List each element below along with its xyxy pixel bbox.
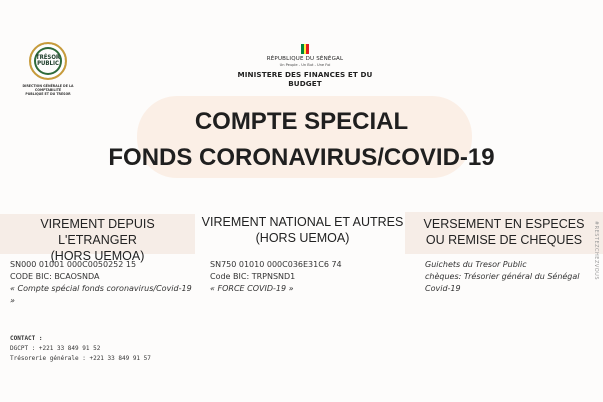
logo-text: TRÉSOR PUBLIC [35,54,61,67]
ministry-header [230,44,380,88]
column-cash-deposit-details [425,259,600,295]
title-line1: COMPTE SPECIAL [194,108,409,135]
tresor-logo-block [18,42,78,96]
contact-dgcpt: DGCPT : +221 33 849 91 52 [10,345,101,352]
col1-head-line1: VIREMENT DEPUIS L'ETRANGER [40,217,155,247]
contact-block [10,334,151,364]
col1-head-line2: (HORS UEMOA) [50,249,145,263]
col2-account-name: « FORCE COVID-19 » [210,284,294,293]
contact-label: CONTACT : [10,335,43,342]
col3-head-line2: OU REMISE DE CHEQUES [425,233,583,247]
hashtag-text: #RESTEZCHEZVOUS [593,220,599,280]
col3-cheques: chèques: Trésorier général du Sénégal Covid-19 [425,272,580,293]
col2-bic: Code BIC: TRPNSND1 [210,272,296,281]
column-national-transfer-details [210,259,400,295]
col1-bic: CODE BIC: BCAOSNDA [10,272,100,281]
col3-counters: Guichets du Tresor Public [425,260,527,269]
column-national-transfer-heading [200,214,405,246]
republic-name: RÉPUBLIQUE DU SÉNÉGAL [266,56,344,62]
col2-head-line1: VIREMENT NATIONAL ET AUTRES [201,215,404,229]
ministry-name: MINISTERE DES FINANCES ET DU BUDGET [237,70,373,88]
logo-caption [18,84,78,96]
column-foreign-transfer-details [10,259,195,307]
col3-head-line1: VERSEMENT EN ESPECES [423,217,585,231]
col1-account-name: « Compte spécial fonds coronavirus/Covid-19 » [10,284,192,305]
column-foreign-transfer-heading [0,214,195,263]
title-line2: FONDS CORONAVIRUS/COVID-19 [108,144,495,171]
national-motto: Un Peuple - Un But - Une Foi [279,63,331,67]
senegal-flag-icon [301,44,309,54]
col2-head-line2: (HORS UEMOA) [255,231,350,245]
logo-caption-line1: DIRECTION GÉNÉRALE DE LA COMPTABILITÉ [22,84,74,92]
col1-iban: SN000 01001 000C0050252 15 [10,260,137,269]
col2-iban: SN750 01010 000C036E31C6 74 [210,260,342,269]
flag-stripe-red [306,44,309,54]
contact-tresorerie: Trésorerie générale : +221 33 849 91 57 [10,355,151,362]
column-cash-deposit-heading [405,212,603,254]
logo-caption-line2: PUBLIQUE ET DU TRESOR [25,92,71,96]
tresor-public-logo [29,42,67,80]
